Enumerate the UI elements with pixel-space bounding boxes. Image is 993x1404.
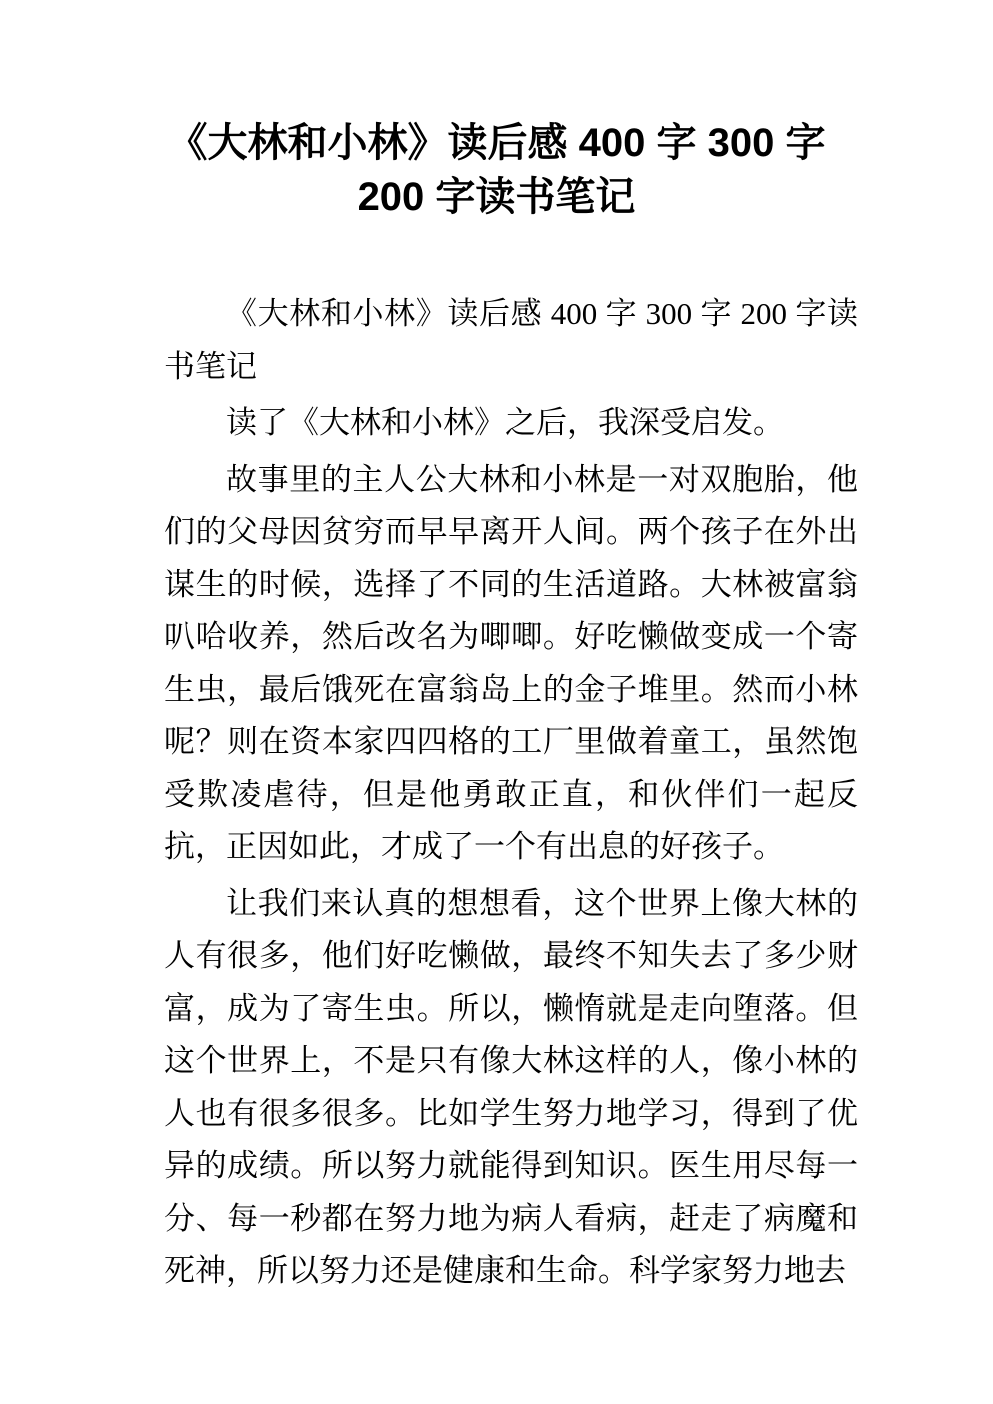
paragraph-intro: 读了《大林和小林》之后，我深受启发。	[226, 405, 784, 440]
title-line-1: 《大林和小林》读后感 400 字 300 字	[167, 121, 826, 165]
paragraph-reflection: 让我们来认真的想想看，这个世界上像大林的人有很多，他们好吃懒做，最终不知失去了多少财富，成为了寄生虫。所以，懒惰就是走向堕落。但这个世界上，不是只有像大林这样的人，像小林的人也有很多很多。比如学生努力地学习，得到了优异的成绩。所以努力就能得到知识。医生用尽每一分、每一秒都在努力地为病人看病，赶走了病魔和死神，所以努力还是健康和生命。科学家努力地去	[164, 885, 858, 1288]
document-title	[60, 116, 933, 224]
document-body	[164, 288, 858, 1302]
title-line-2: 200 字读书笔记	[357, 175, 636, 219]
paragraph-heading-repeat: 《大林和小林》读后感 400 字 300 字 200 字读书笔记	[164, 296, 858, 384]
paragraph-story-summary: 故事里的主人公大林和小林是一对双胞胎，他们的父母因贫穷而早早离开人间。两个孩子在外出谋生的时候，选择了不同的生活道路。大林被富翁叭哈收养，然后改名为唧唧。好吃懒做变成一个寄生虫，最后饿死在富翁岛上的金子堆里。然而小林呢？则在资本家四四格的工厂里做着童工，虽然饱受欺凌虐待，但是他勇敢正直，和伙伴们一起反抗，正因如此，才成了一个有出息的好孩子。	[164, 461, 858, 864]
